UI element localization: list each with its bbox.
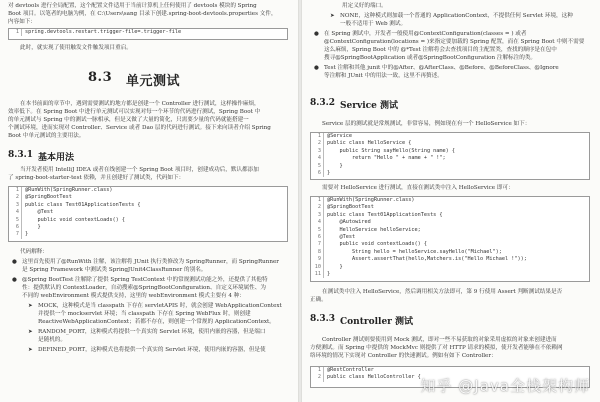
service-intro: Service 层的测试就是常规测试，非常容易，例如现在有一个 HelloService 如下： [322,121,531,127]
sub-3-line-a: DEFINED_PORT，这种模式也将提供一个真实的 Servlet 环境，使用内嵌的容器，但是使 [38,347,266,353]
sub-2-line-b: 是随机的。 [38,337,66,343]
code-line: 1 @RestController [311,367,589,374]
none-mode-line-a: NONE，这种模式则加载一个普通的 ApplicationContext，不提供任何 Servlet 环境，这种 [340,13,573,19]
service-mid-text: 需要对 HelloService 进行测试，直接在测试类中注入 HelloService 即可： [322,185,514,191]
config-bullet-line-a: 在 Spring 测试中，开发者一般使用@ContextConfiguration(classes = ) 或者 [324,31,527,37]
controller-paragraph-line-1: Controller 测试则要使用到 Mock 测试，即对一些不易获取的对象采用虚拟的对象来创建进而 [322,337,557,343]
config-bullet-line-d: 搜寻@SpringBootApplication 或者@SpringBootConfiguration 注解标注的类。 [324,55,537,61]
code-line: 7 public void contextLoads() { [311,241,589,248]
code-line: 2 public class HelloService { [311,140,589,147]
code-block-service-test [310,196,590,282]
section-title: 基本用法 [38,153,75,163]
bullet-2-line-b: 性：提供默认的 ContextLoader，自动搜索@SpringBootConfiguration、自定义环境属性、为 [22,285,266,291]
intro-line-1: 对 devtools 进行全局配置，这个配置文件适用于当前计算机上任何使用了 devtools 模块的 Spring [8,3,257,9]
code-line: 6 @Test [311,234,589,241]
sub-1-line-c: ReactiveWebApplicationContext；若都不存在，则创建一个常规的 ApplicationContext。 [38,319,275,325]
arrow-bullet-icon: ➤ [28,303,33,309]
service-after-line-b: 正确。 [310,297,327,303]
basic-paragraph-line-1: 当开发者使用 IntelliJ IDEA 或者在线创建一个 Spring Boot 项目时，创建成功后，默认都添加 [20,167,259,173]
none-mode-line-b: 一般不适用于 Web 测试。 [340,21,407,27]
junit-bullet-line-a: Test 注解和其他 junit 中的@After、@AfterClass、@Before、@BeforeClass、@Ignore [324,65,559,71]
arrow-bullet-icon: ➤ [330,13,335,19]
code-line: 1 @Service [311,133,589,140]
bullet-dot-icon: ● [314,65,319,71]
code-line: 6 } [311,170,589,177]
code-line: 1 @RunWith(SpringRunner.class) [311,197,589,204]
chapter-paragraph-line-2: 效率低下。在 Spring Boot 中进行单元测试可以实现对每一个环节的代码进行测试，Spring Boot 中 [8,109,261,115]
junit-bullet-line-b: 等注解和 JUnit 中的用法一致，这里不再赘述。 [324,73,443,79]
intro-line-2: Boot 项目。以笔者的电脑为例，在 C:\Users\sang 目录下创建.spring-boot-devtools.properties 文件， [8,11,277,17]
code-line: 5 public void contextLoads() { [9,217,287,224]
code-block-trigger-file [8,28,288,40]
bullet-2-line-c: 不同的 webEnvironment 模式提供支持，这里的 webEnvironment 模式主要有 4 种： [22,293,245,299]
zhihu-watermark: 知乎 @Java全栈架构师 [420,377,590,395]
basic-paragraph-line-2: 了 spring-boot-starter-test 依赖，并且创建好了测试类，代码如下： [8,175,185,181]
continued-line: 用定义好的端口。 [342,3,387,9]
code-line: 5 HelloService helloService; [311,227,589,234]
chapter-paragraph-line-4: 个测试环境，进而实现对 Controller、Service 或者 Dao 层的代码进行测试。接下来向读者介绍 Spring [8,125,271,131]
sub-1-line-a: MOCK，这种模式是当 classpath 下存在 servletAPIS 时，就会创建 WebApplicationContext [38,303,282,309]
bullet-dot-icon: ● [12,259,17,265]
code-line: 2 @SpringBootTest [311,204,589,211]
code-line: 8 String hello = helloService.sayHello("Michael"); [311,249,589,256]
code-line: 4 @Autowired [311,219,589,226]
code-line: 2 public class HelloController { [311,374,589,381]
code-line: 10 } [311,264,589,271]
section-number: 8.3.1 [8,150,34,160]
code-line: 5 } [311,163,589,170]
code-line: 1 @RunWith(SpringRunner.class) [9,187,287,194]
arrow-bullet-icon: ➤ [28,347,33,353]
chapter-title: 单元测试 [126,74,181,89]
explain-title: 代码解释： [20,249,48,255]
arrow-bullet-icon: ➤ [28,329,33,335]
sub-1-line-b: 并提供一个 mockservlet 环境；当 classpath 下存在 Spring WebFlux 时，则创建 [38,311,251,317]
chapter-paragraph-line-3: 的单元测试与 Spring 中的测试一脉相承，但是又做了大量的简化，只需要少量的代码就能搭建一 [8,117,249,123]
code-block-test-class [8,186,288,242]
service-section-title: Service 测试 [340,101,398,111]
bullet-1-line-a: 这里首先使用了@RunWith 注解，该注解将 JUnit 执行类修改为 SpringRunner，而 SpringRunner [22,259,279,265]
service-after-line-a: 在测试类中注入 HelloService，然后调用相关方法即可，第 9 行使用 Assert 判断测试结果是否 [322,289,563,295]
intro-line-3: 内容如下： [8,19,36,25]
controller-paragraph-line-2: 方便测试。而 Spring 中提供的 MockMvc 则提供了对 HTTP 请求的模拟，使开发者能够在不依赖网 [310,345,563,351]
sub-2-line-a: RANDOM_PORT，这种模式将提供一个真实的 Servlet 环境，使用内嵌的容器，但是端口 [38,329,266,335]
code-block-hello-service [310,132,590,180]
config-bullet-line-c: 这么麻烦，Spring Boot 中的 @*Test 注解将会去查找项目的主配置类，查找的顺序是在包中 [324,47,557,53]
service-section-number: 8.3.2 [310,98,336,108]
code-line: 3 public class Test01ApplicationTests { [311,212,589,219]
after-code-text: 此时，就实现了使用触发文件触发项目重启。 [20,45,132,51]
bullet-dot-icon: ● [314,31,319,37]
chapter-number: 8.3 [88,70,113,85]
chapter-paragraph-line-5: Boot 中单元测试的主要用法。 [8,133,85,139]
code-line: 3 public class Test01ApplicationTests { [9,202,287,209]
bullet-2-line-a: @Spring BootTest 注解除了提供 Spring TestContext 中的常规测试功能之外，还提供了其他特 [22,277,268,283]
left-page [0,0,298,402]
bullet-1-line-b: 是 Spring Framework 中测试类 SpringJUnit4ClassRunner 的别名。 [22,267,207,273]
code-line: 6 } [9,224,287,231]
code-line: 7 } [9,231,287,238]
chapter-paragraph-line-1: 在本书前面的章节中，遇到需要测试的地方都是创建一个 Controller 进行测试，这样操作麻烦， [20,101,260,107]
right-page [302,0,600,402]
code-line: 11 } [311,271,589,278]
code-line: 3 public String sayHello(String name) { [311,148,589,155]
code-line: 1 spring.devtools.restart.trigger-file=.trigger-file [9,29,287,36]
bullet-dot-icon: ● [12,277,17,283]
code-line: 4 @Test [9,209,287,216]
controller-section-number: 8.3.3 [310,314,336,324]
code-line: 4 return "Hello " + name + " !"; [311,155,589,162]
controller-paragraph-line-3: 络环境的情况下实现对 Controller 的快速测试。例如有如下 Controller： [310,353,497,359]
code-line: 9 Assert.assertThat(hello,Matchers.is("Hello Michael !")); [311,256,589,263]
controller-section-title: Controller 测试 [340,317,414,327]
code-line: 2 @SpringBootTest [9,194,287,201]
config-bullet-line-b: @ContextConfiguration(locations = )来指定要加载的 Spring 配置，而在 Spring Boot 中则不需要 [324,39,585,45]
